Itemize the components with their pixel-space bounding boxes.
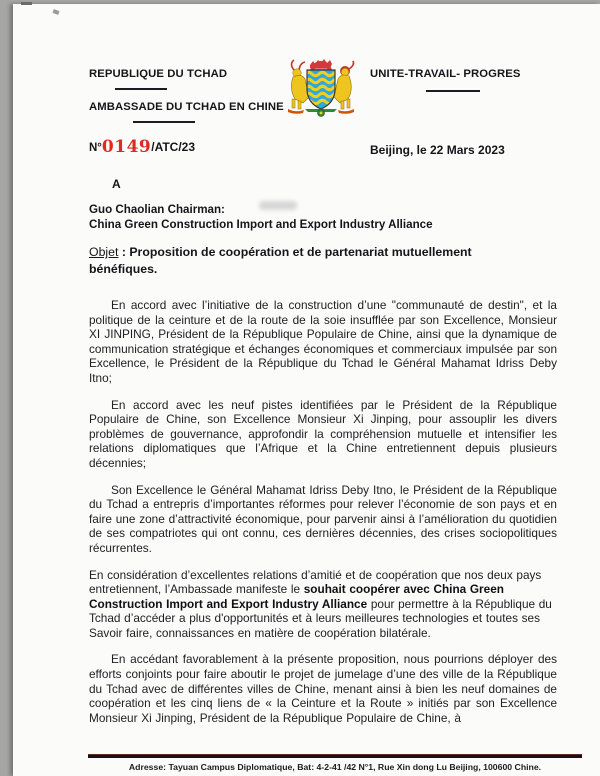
chad-coat-of-arms-icon [285,57,357,119]
paragraph-4 [89,568,557,641]
paragraph-1 [89,298,557,386]
paragraph-3 [89,483,557,556]
paragraph-text: En considération d’excellentes relations d’amitié et de coopération que nos deux pays entretiennent, l’Ambassade manifeste le [89,567,542,597]
scan-artifact-mark [21,2,32,5]
footer-address: Adresse: Tayuan Campus Diplomatique, Bat: 4-2-41 /42 N°1, Rue Xin dong Lu Beijing, 100600 Chine. [128,762,542,772]
recipient-organization: China Green Construction Import and Export Industry Alliance [89,218,433,231]
divider-rule [115,88,167,90]
divider-rule [133,121,195,123]
recipient-name: Guo Chaolian Chairman: [89,203,225,216]
letter-page [13,4,600,776]
scan-artifact-mark [52,9,59,15]
reference-suffix: /ATC/23 [151,140,196,154]
lion-supporter [334,61,354,114]
paragraph-2 [89,398,557,471]
divider-rule [426,90,480,92]
letter-body [89,298,557,737]
paragraph-5 [89,652,557,725]
paragraph-bold-text: souhait coopérer avec China Green Construction Import and Export Industry Alliance [89,582,504,611]
subject-text: : Proposition de coopération et de partenariat mutuellement bénéfiques. [89,245,472,276]
paragraph-text: En accord avec les neuf pistes identifiées par le Président de la République Populaire de Chine, son Excellence Monsieur Xi Jinping, pour assouplir les divers problèmes de gouvernance, approfondir la compréhension mutuelle et intensifier les relations diplomatiques que l’Afrique et la Chine entretiennent depuis plusieurs décennies; [89,397,557,470]
date-line: Beijing, le 22 Mars 2023 [370,143,505,157]
motto-title: UNITE-TRAVAIL- PROGRES [370,68,521,80]
reference-digits: 0149 [101,137,152,157]
subject-label: Objet [89,245,119,259]
paragraph-text: pour permettre à la République du Tchad d’accéder a plus d'opportunités et à leurs meilleures technologies et toutes ses Savoir faire, connaissances en matière de coopération bilatérale. [89,596,552,640]
republic-title: REPUBLIQUE DU TCHAD [89,68,228,80]
footer-rule [88,754,582,758]
scan-smudge [259,201,297,210]
reference-prefix: N° [89,142,102,154]
reference-number [89,137,195,157]
paragraph-text: Son Excellence le Général Mahamat Idriss Deby Itno, le Président de la République du Tchad a entrepris d’importantes réformes pour relever l’économie de son pays et en faire une zone d’attractivité économique, pour parvenir ainsi à l’amélioration du quotidien de ses compatriotes qui ont connu, ces dernières décennies, des crises sociopolitiques récurrentes. [89,482,557,555]
embassy-title: AMBASSADE DU TCHAD EN CHINE [89,101,284,113]
paragraph-text: En accord avec l’initiative de la construction d’une "communauté de destin", et la politique de la ceinture et de la route de la soie insufflée par son Excellence, Monsieur XI JINPING, Président de la République Populaire de Chine, ainsi que la dynamique de communication stratégique et échanges économiques et commerciaux impulsée par son Excellence, le Président de la République du Tchad le Général Mahamat Idriss Deby Itno; [89,298,557,385]
goat-supporter [288,60,309,114]
salutation: A [112,177,121,191]
paragraph-text: En accédant favorablement à la présente proposition, nous pourrions déployer des efforts conjoints pour faire aboutir le projet de jumelage d’une des ville de la République du Tchad avec de différentes villes de Chine, menant ainsi à bien les neuf domaines de coopération et les cinq liens de « la Ceinture et la Route » initiés par son Excellence Monsieur Xi Jinping, Président de la République Populaire de Chine, à [89,652,557,725]
subject-line [89,244,529,278]
